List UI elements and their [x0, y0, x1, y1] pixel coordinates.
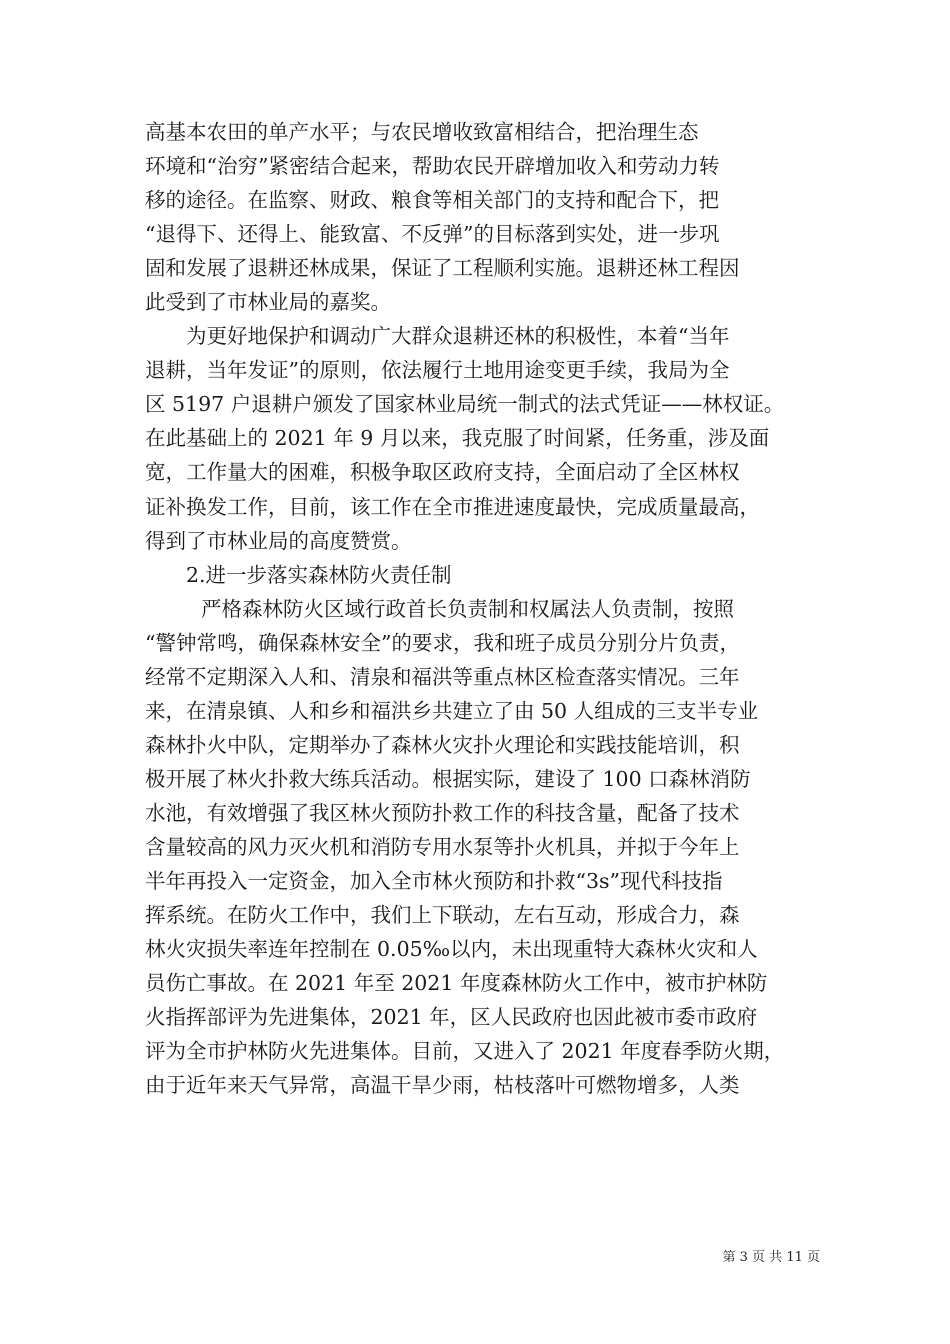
text-line: 林火灾损失率连年控制在 0.05‰以内，未出现重特大森林火灾和人	[145, 937, 758, 962]
paragraph-start-line: 严格森林防火区域行政首长负责制和权属法人负责制，按照	[201, 596, 734, 621]
text-line: 环境和“治穷”紧密结合起来，帮助农民开辟增加收入和劳动力转	[145, 154, 720, 179]
text-line: “警钟常鸣，确保森林安全”的要求，我和班子成员分别分片负责，	[145, 630, 740, 655]
text-line: 证补换发工作，目前，该工作在全市推进速度最快，完成质量最高，	[145, 494, 760, 519]
text-line: 来，在清泉镇、人和乡和福洪乡共建立了由 50 人组成的三支半专业	[145, 698, 759, 723]
text-line: 移的途径。在监察、财政、粮食等相关部门的支持和配合下，把	[145, 188, 719, 213]
text-line: 含量较高的风力灭火机和消防专用水泵等扑火机具，并拟于今年上	[145, 834, 740, 859]
text-line: 水池，有效增强了我区林火预防扑救工作的科技含量，配备了技术	[145, 800, 740, 825]
section-heading: 2.进一步落实森林防火责任制	[186, 562, 452, 587]
text-line: 在此基础上的 2021 年 9 月以来，我克服了时间紧，任务重，涉及面	[145, 426, 770, 451]
text-line: 经常不定期深入人和、清泉和福洪等重点林区检查落实情况。三年	[145, 664, 740, 689]
text-line: 员伤亡事故。在 2021 年至 2021 年度森林防火工作中，被市护林防	[145, 971, 768, 996]
text-line: 由于近年来天气异常，高温干旱少雨，枯枝落叶可燃物增多，人类	[145, 1073, 740, 1098]
text-line: 此受到了市林业局的嘉奖。	[145, 290, 391, 315]
text-line: 极开展了林火扑救大练兵活动。根据实际，建设了 100 口森林消防	[145, 766, 751, 791]
text-line: 退耕，当年发证”的原则，依法履行土地用途变更手续，我局为全	[145, 358, 730, 383]
text-line: 固和发展了退耕还林成果，保证了工程顺利实施。退耕还林工程因	[145, 256, 740, 281]
text-line: 区 5197 户退耕户颁发了国家林业局统一制式的法式凭证——林权证。	[145, 392, 785, 417]
paragraph-start-line: 为更好地保护和调动广大群众退耕还林的积极性，本着“当年	[186, 324, 730, 349]
text-line: 高基本农田的单产水平；与农民增收致富相结合，把治理生态	[145, 120, 699, 144]
text-line: 挥系统。在防火工作中，我们上下联动，左右互动，形成合力，森	[145, 903, 740, 928]
document-body	[145, 115, 825, 1102]
text-line: 宽，工作量大的困难，积极争取区政府支持，全面启动了全区林权	[145, 460, 740, 485]
text-line: 火指挥部评为先进集体，2021 年，区人民政府也因此被市委市政府	[145, 1005, 758, 1030]
text-line: “退得下、还得上、能致富、不反弹”的目标落到实处，进一步巩	[145, 222, 720, 247]
text-line: 评为全市护林防火先进集体。目前，又进入了 2021 年度春季防火期，	[145, 1039, 785, 1064]
text-line: 半年再投入一定资金，加入全市林火预防和扑救“3s”现代科技指	[145, 869, 723, 894]
page-number: 第 3 页 共 11 页	[722, 1250, 820, 1265]
text-line: 森林扑火中队，定期举办了森林火灾扑火理论和实践技能培训，积	[145, 732, 740, 757]
text-line: 得到了市林业局的高度赞赏。	[145, 528, 412, 553]
